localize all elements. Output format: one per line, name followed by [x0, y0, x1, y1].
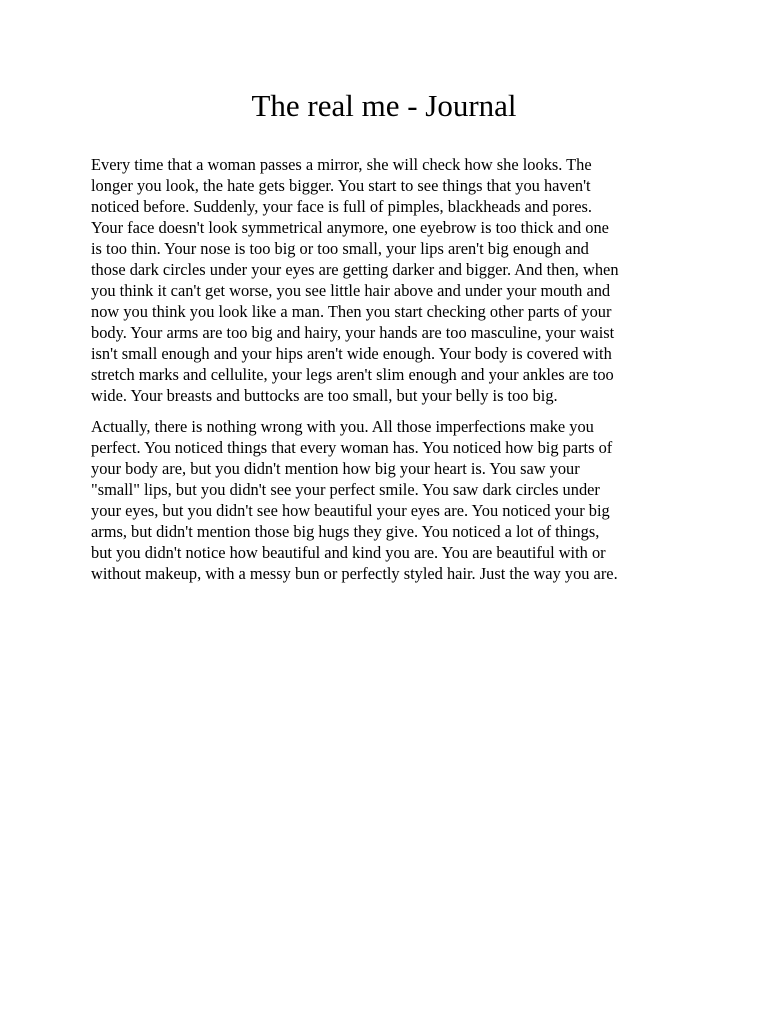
text-line: is too thin. Your nose is too big or too small, your lips aren't big enough and — [91, 239, 589, 258]
document-title: The real me - Journal — [251, 88, 517, 123]
text-line: longer you look, the hate gets bigger. You start to see things that you haven't — [91, 176, 591, 195]
text-line: those dark circles under your eyes are getting darker and bigger. And then, when — [91, 260, 619, 279]
text-line: "small" lips, but you didn't see your perfect smile. You saw dark circles under — [91, 480, 600, 499]
text-line: body. Your arms are too big and hairy, your hands are too masculine, your waist — [91, 323, 615, 342]
text-line: noticed before. Suddenly, your face is full of pimples, blackheads and pores. — [91, 197, 592, 216]
text-line: you think it can't get worse, you see little hair above and under your mouth and — [91, 281, 611, 300]
paragraph-1 — [91, 154, 686, 406]
text-line: Every time that a woman passes a mirror, she will check how she looks. The — [91, 155, 592, 174]
paragraph-2 — [91, 416, 686, 584]
text-line: stretch marks and cellulite, your legs aren't slim enough and your ankles are too — [91, 365, 614, 384]
text-line: Your face doesn't look symmetrical anymore, one eyebrow is too thick and one — [91, 218, 609, 237]
text-line: your body are, but you didn't mention how big your heart is. You saw your — [91, 459, 580, 478]
text-line: but you didn't notice how beautiful and kind you are. You are beautiful with or — [91, 543, 606, 562]
document-body — [91, 154, 686, 594]
text-line: wide. Your breasts and buttocks are too small, but your belly is too big. — [91, 386, 558, 405]
text-line: perfect. You noticed things that every woman has. You noticed how big parts of — [91, 438, 613, 457]
text-line: your eyes, but you didn't see how beautiful your eyes are. You noticed your big — [91, 501, 610, 520]
text-line: without makeup, with a messy bun or perfectly styled hair. Just the way you are. — [91, 564, 618, 583]
text-line: Actually, there is nothing wrong with you. All those imperfections make you — [91, 417, 594, 436]
text-line: arms, but didn't mention those big hugs they give. You noticed a lot of things, — [91, 522, 600, 541]
text-line: isn't small enough and your hips aren't wide enough. Your body is covered with — [91, 344, 612, 363]
text-line: now you think you look like a man. Then you start checking other parts of your — [91, 302, 612, 321]
